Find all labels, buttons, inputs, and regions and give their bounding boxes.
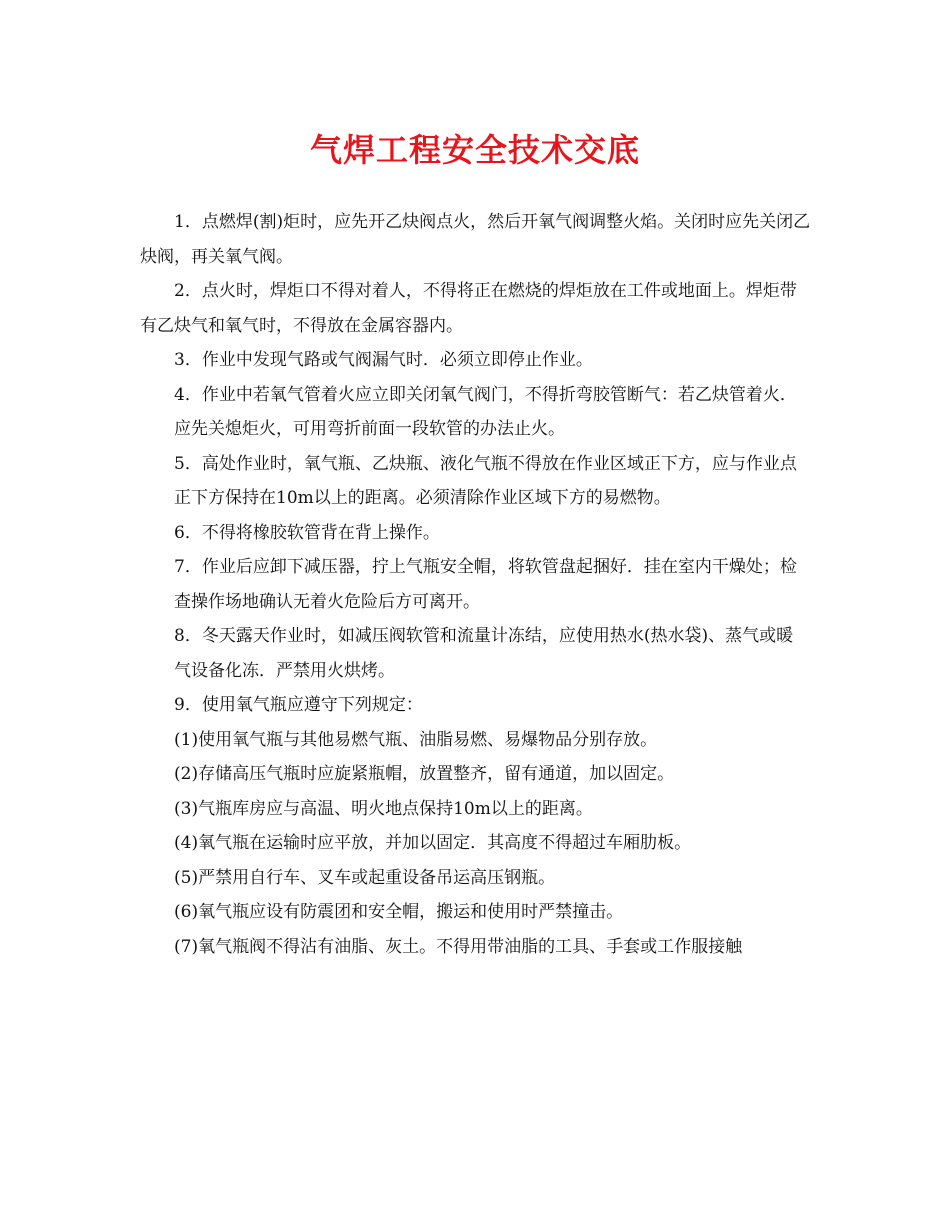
paragraph: (2)存储高压气瓶时应旋紧瓶帽，放置整齐，留有通道，加以固定。 (174, 764, 675, 784)
paragraph: 9．使用氧气瓶应遵守下列规定： (174, 695, 423, 715)
paragraph: (4)氧气瓶在运输时应平放，并加以固定．其高度不得超过车厢肋板。 (174, 833, 692, 853)
paragraph: 2．点火时，焊炬口不得对着人，不得将正在燃烧的焊炬放在工件或地面上。焊炬带有乙炔气和氧气时，不得放在金属容器内。 (140, 281, 797, 336)
paragraph: (5)严禁用自行车、叉车或起重设备吊运高压钢瓶。 (174, 867, 556, 888)
paragraph: 应先关熄炬火，可用弯折前面一段软管的办法止火。 (174, 419, 565, 439)
paragraph: (7)氧气瓶阀不得沾有油脂、灰土。不得用带油脂的工具、手套或工作服接触 (174, 936, 743, 957)
paragraph: 查操作场地确认无着火危险后方可离开。 (174, 591, 480, 612)
paragraph: (6)氧气瓶应设有防震团和安全帽，搬运和使用时严禁撞击。 (174, 902, 624, 922)
paragraph: 7．作业后应卸下减压器，拧上气瓶安全帽，将软管盘起捆好．挂在室内干燥处；检 (174, 557, 797, 577)
paragraph: 3．作业中发现气路或气阀漏气时．必须立即停止作业。 (174, 350, 593, 370)
paragraph: 5．高处作业时，氧气瓶、乙炔瓶、液化气瓶不得放在作业区域正下方，应与作业点 (174, 453, 797, 474)
document-title: 气焊工程安全技术交底 (309, 131, 640, 169)
paragraph: 气设备化冻．严禁用火烘烤。 (174, 660, 395, 681)
paragraph: (1)使用氧气瓶与其他易燃气瓶、油脂易燃、易爆物品分别存放。 (174, 729, 658, 750)
paragraph: 6．不得将橡胶软管背在背上操作。 (174, 522, 440, 543)
paragraph: 4．作业中若氧气管着火应立即关闭氧气阀门，不得折弯胶管断气：若乙炔管着火． (174, 384, 797, 405)
document-body (140, 205, 812, 964)
paragraph: 8．冬天露天作业时，如减压阀软管和流量计冻结，应使用热水(热水袋)、蒸气或暖 (174, 626, 794, 646)
paragraph: 正下方保持在10m以上的距离。必须清除作业区域下方的易燃物。 (174, 488, 671, 508)
paragraph: 1．点燃焊(割)炬时，应先开乙炔阀点火，然后开氧气阀调整火焰。关闭时应先关闭乙炔阀，再关氧气阀。 (140, 212, 811, 267)
paragraph: (3)气瓶库房应与高温、明火地点保持10m以上的距离。 (174, 798, 593, 819)
